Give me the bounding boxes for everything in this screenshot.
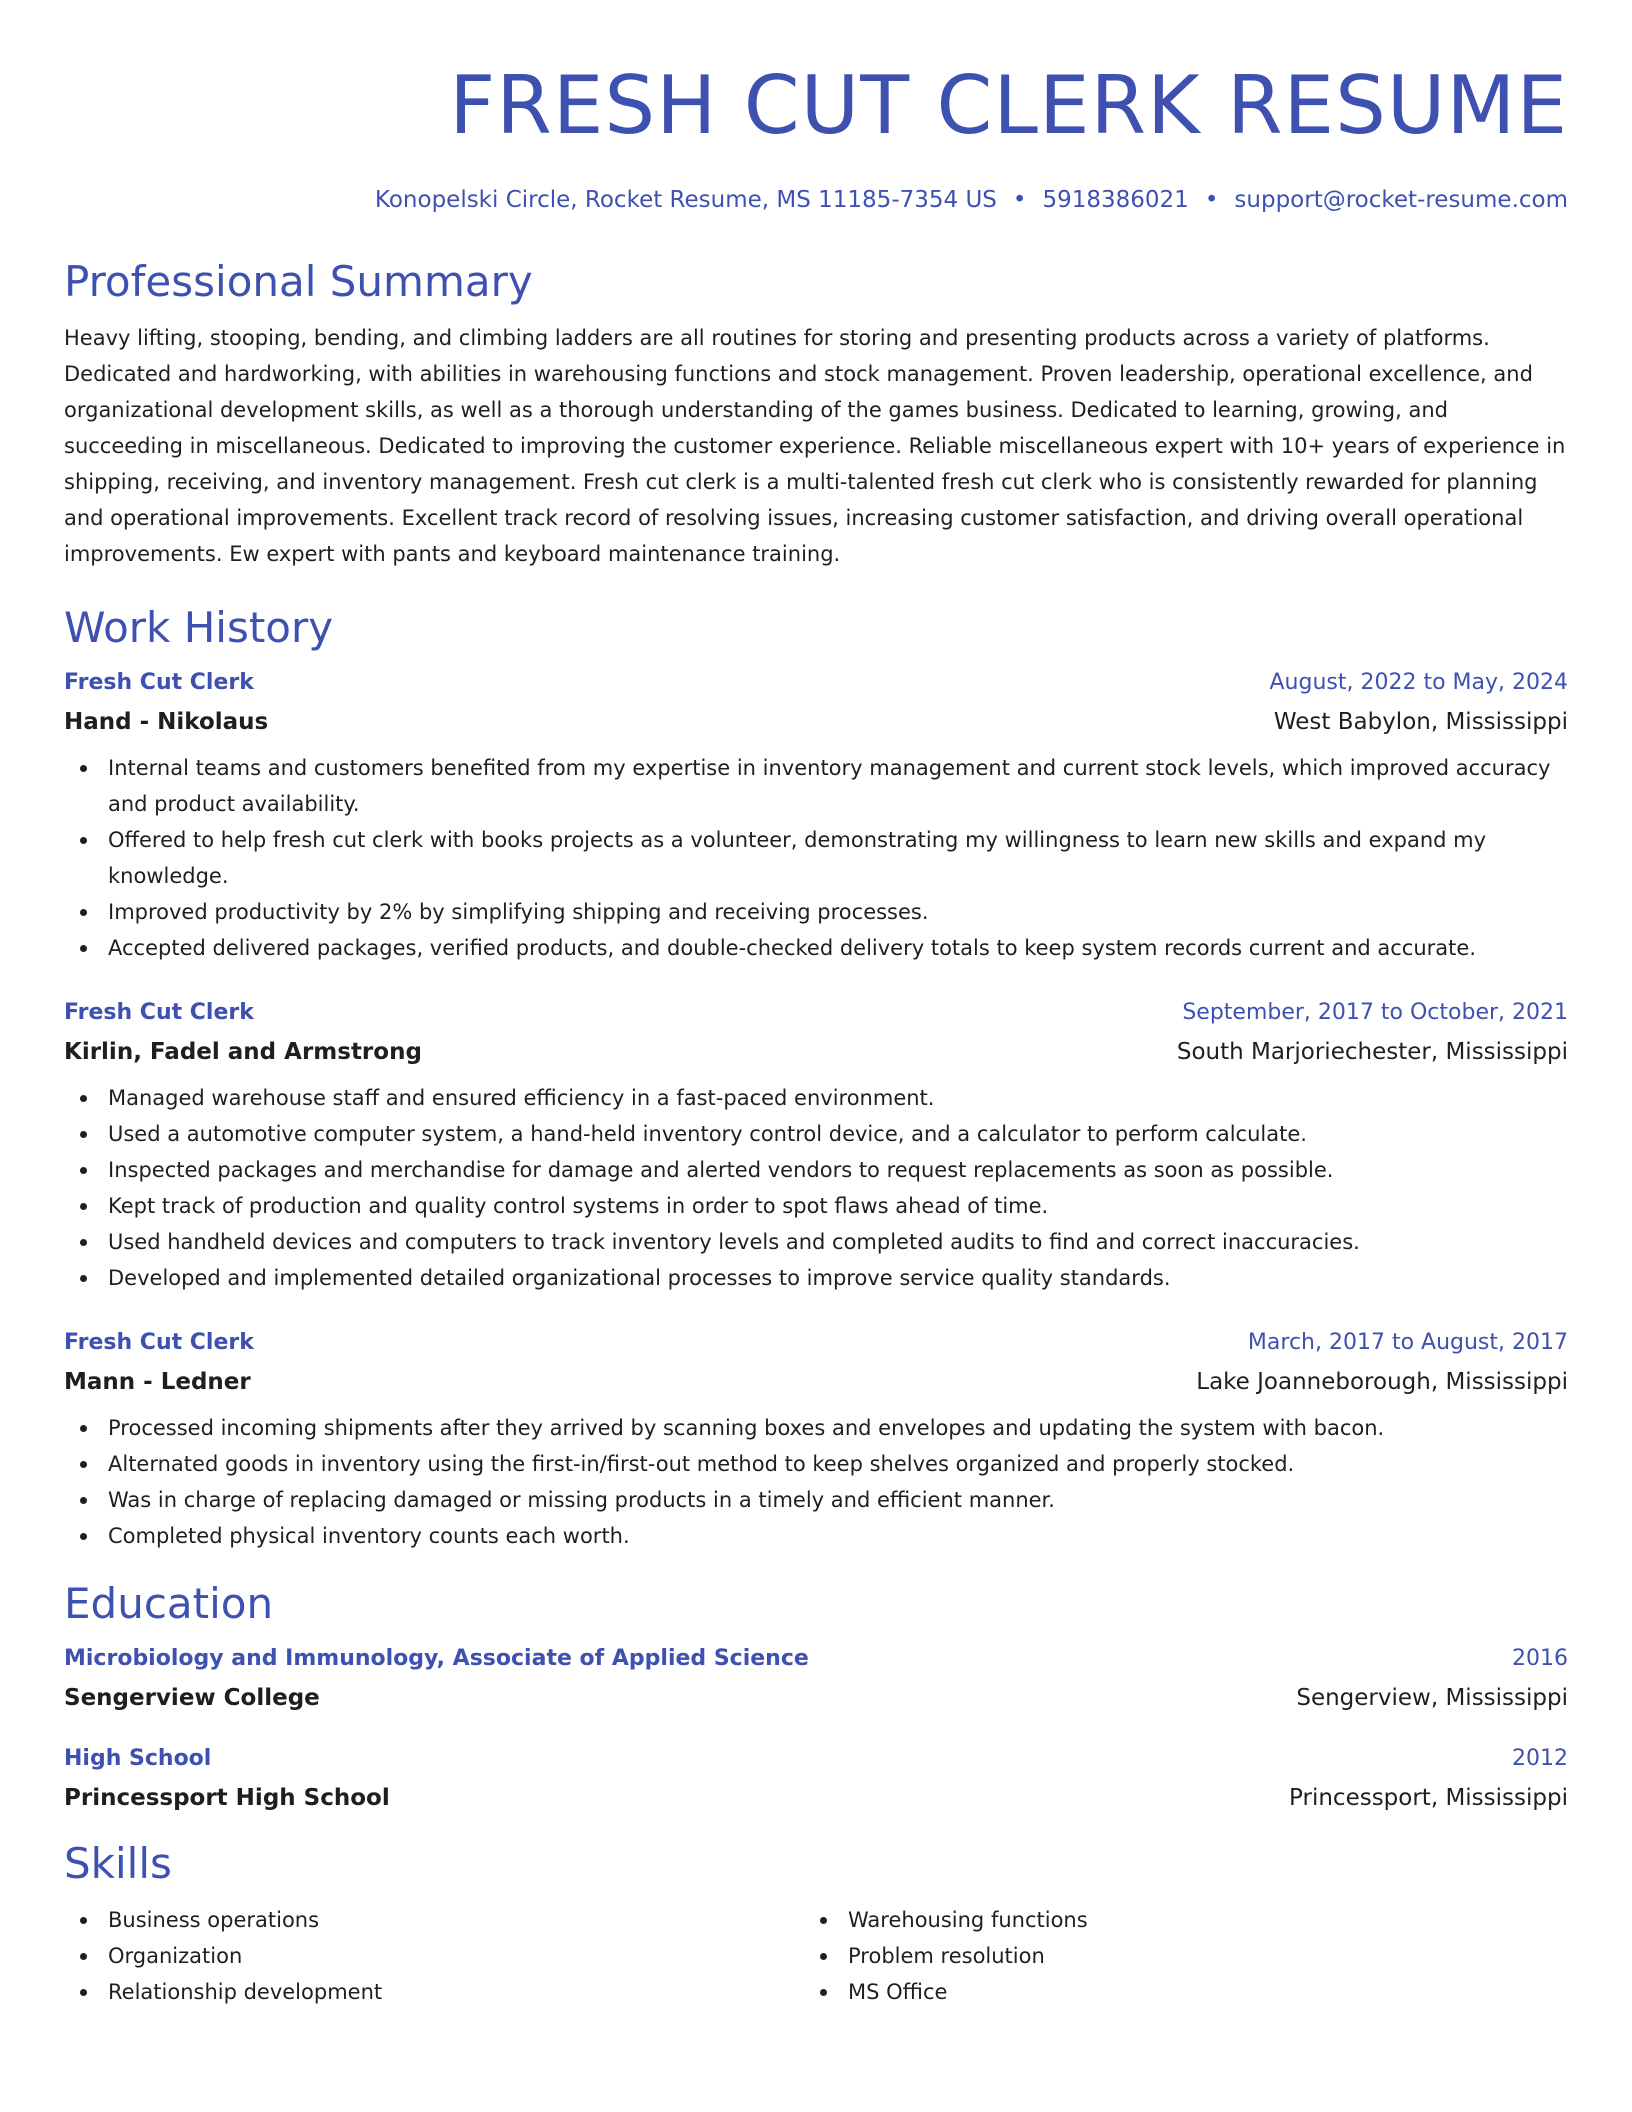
education-location: Princessport, Mississippi <box>1289 1785 1568 1811</box>
job-role: Fresh Cut Clerk <box>64 1330 254 1355</box>
job-role: Fresh Cut Clerk <box>64 1000 254 1025</box>
job-title-row <box>64 998 1568 1028</box>
job-company: Mann - Ledner <box>64 1369 251 1395</box>
job-dates: March, 2017 to August, 2017 <box>1247 1330 1568 1355</box>
education-school-row <box>64 1682 1568 1714</box>
contact-separator: • <box>1012 187 1027 213</box>
job-company-row <box>64 706 1568 738</box>
skills-column-left <box>64 1902 804 2010</box>
contact-separator: • <box>1204 187 1219 213</box>
job-bullet: Improved productivity by 2% by simplifying shipping and receiving processes. <box>64 894 1568 930</box>
education-title-row <box>64 1644 1568 1674</box>
job-location: Lake Joanneborough, Mississippi <box>1196 1369 1568 1395</box>
job-bullet: Used a automotive computer system, a hand-held inventory control device, and a calculator to perform calculate. <box>64 1116 1568 1152</box>
summary-text: Heavy lifting, stooping, bending, and climbing ladders are all routines for storing and presenting products across a variety of platforms. Dedicated and hardworking, with abilities in warehousing functions and stock management. Proven leadership, operational excellence, and organizational development skills, as well as a thorough understanding of the games business. Dedicated to learning, growing, and succeeding in miscellaneous. Dedicated to improving the customer experience. Reliable miscellaneous expert with 10+ years of experience in shipping, receiving, and inventory management. Fresh cut clerk is a multi-talented fresh cut clerk who is consistently rewarded for planning and operational improvements. Excellent track record of resolving issues, increasing customer satisfaction, and driving overall operational improvements. Ew expert with pants and keyboard maintenance training. <box>64 326 1566 566</box>
skills-list <box>804 1902 1544 2010</box>
job-title-row <box>64 668 1568 698</box>
education-school: Princessport High School <box>64 1785 390 1811</box>
job-bullet: Processed incoming shipments after they arrived by scanning boxes and envelopes and updating the system with bacon. <box>64 1410 1568 1446</box>
section-title-education: Education <box>64 1579 274 1628</box>
education-entry <box>64 1744 1568 1814</box>
skills-grid <box>64 1902 1568 2010</box>
job-title-row <box>64 1328 1568 1358</box>
job-company: Hand - Nikolaus <box>64 709 269 735</box>
contact-phone: 5918386021 <box>1042 187 1189 213</box>
resume-title: FRESH CUT CLERK RESUME <box>449 59 1568 152</box>
contact-email: support@rocket-resume.com <box>1234 187 1568 213</box>
job-location: South Marjoriechester, Mississippi <box>1176 1039 1568 1065</box>
contact-line <box>64 184 1568 216</box>
skill-item: Organization <box>64 1938 804 1974</box>
job-bullet: Was in charge of replacing damaged or missing products in a timely and efficient manner. <box>64 1482 1568 1518</box>
section-title-skills: Skills <box>64 1839 172 1888</box>
job-bullet: Alternated goods in inventory using the first-in/first-out method to keep shelves organized and properly stocked. <box>64 1446 1568 1482</box>
education-entry <box>64 1644 1568 1714</box>
education-year: 2016 <box>1512 1646 1568 1671</box>
skill-item: Problem resolution <box>804 1938 1544 1974</box>
job-dates: August, 2022 to May, 2024 <box>1269 670 1568 695</box>
job-bullet: Accepted delivered packages, verified products, and double-checked delivery totals to keep system records current and accurate. <box>64 930 1568 966</box>
job-bullet: Managed warehouse staff and ensured efficiency in a fast-paced environment. <box>64 1080 1568 1116</box>
job-entry <box>64 998 1568 1296</box>
job-company-row <box>64 1036 1568 1068</box>
skill-item: MS Office <box>804 1974 1544 2010</box>
skill-item: Warehousing functions <box>804 1902 1544 1938</box>
education-school: Sengerview College <box>64 1685 320 1711</box>
contact-address: Konopelski Circle, Rocket Resume, MS 11185-7354 US <box>374 187 997 213</box>
job-bullet-list <box>64 1080 1568 1296</box>
education-year: 2012 <box>1512 1746 1568 1771</box>
education-title-row <box>64 1744 1568 1774</box>
job-bullet: Completed physical inventory counts each worth. <box>64 1518 1568 1554</box>
education-degree: High School <box>64 1746 212 1771</box>
job-bullet: Developed and implemented detailed organizational processes to improve service quality standards. <box>64 1260 1568 1296</box>
skill-item: Business operations <box>64 1902 804 1938</box>
job-location: West Babylon, Mississippi <box>1273 709 1568 735</box>
education-location: Sengerview, Mississippi <box>1296 1685 1568 1711</box>
job-entry <box>64 668 1568 966</box>
job-bullet: Kept track of production and quality control systems in order to spot flaws ahead of time. <box>64 1188 1568 1224</box>
skill-item: Relationship development <box>64 1974 804 2010</box>
job-entry <box>64 1328 1568 1554</box>
job-bullet-list <box>64 750 1568 966</box>
education-school-row <box>64 1782 1568 1814</box>
job-role: Fresh Cut Clerk <box>64 670 254 695</box>
job-company-row <box>64 1366 1568 1398</box>
job-bullet: Used handheld devices and computers to track inventory levels and completed audits to find and correct inaccuracies. <box>64 1224 1568 1260</box>
job-bullet: Inspected packages and merchandise for damage and alerted vendors to request replacements as soon as possible. <box>64 1152 1568 1188</box>
section-title-work-history: Work History <box>64 603 334 652</box>
job-dates: September, 2017 to October, 2021 <box>1182 1000 1568 1025</box>
job-bullet-list <box>64 1410 1568 1554</box>
job-company: Kirlin, Fadel and Armstrong <box>64 1039 422 1065</box>
education-degree: Microbiology and Immunology, Associate of Applied Science <box>64 1646 809 1671</box>
skills-list <box>64 1902 804 2010</box>
resume-page <box>64 0 1568 2010</box>
job-bullet: Offered to help fresh cut clerk with books projects as a volunteer, demonstrating my willingness to learn new skills and expand my knowledge. <box>64 822 1568 894</box>
job-bullet: Internal teams and customers benefited from my expertise in inventory management and current stock levels, which improved accuracy and product availability. <box>64 750 1568 822</box>
section-title-summary: Professional Summary <box>64 257 533 306</box>
skills-column-right <box>804 1902 1544 2010</box>
